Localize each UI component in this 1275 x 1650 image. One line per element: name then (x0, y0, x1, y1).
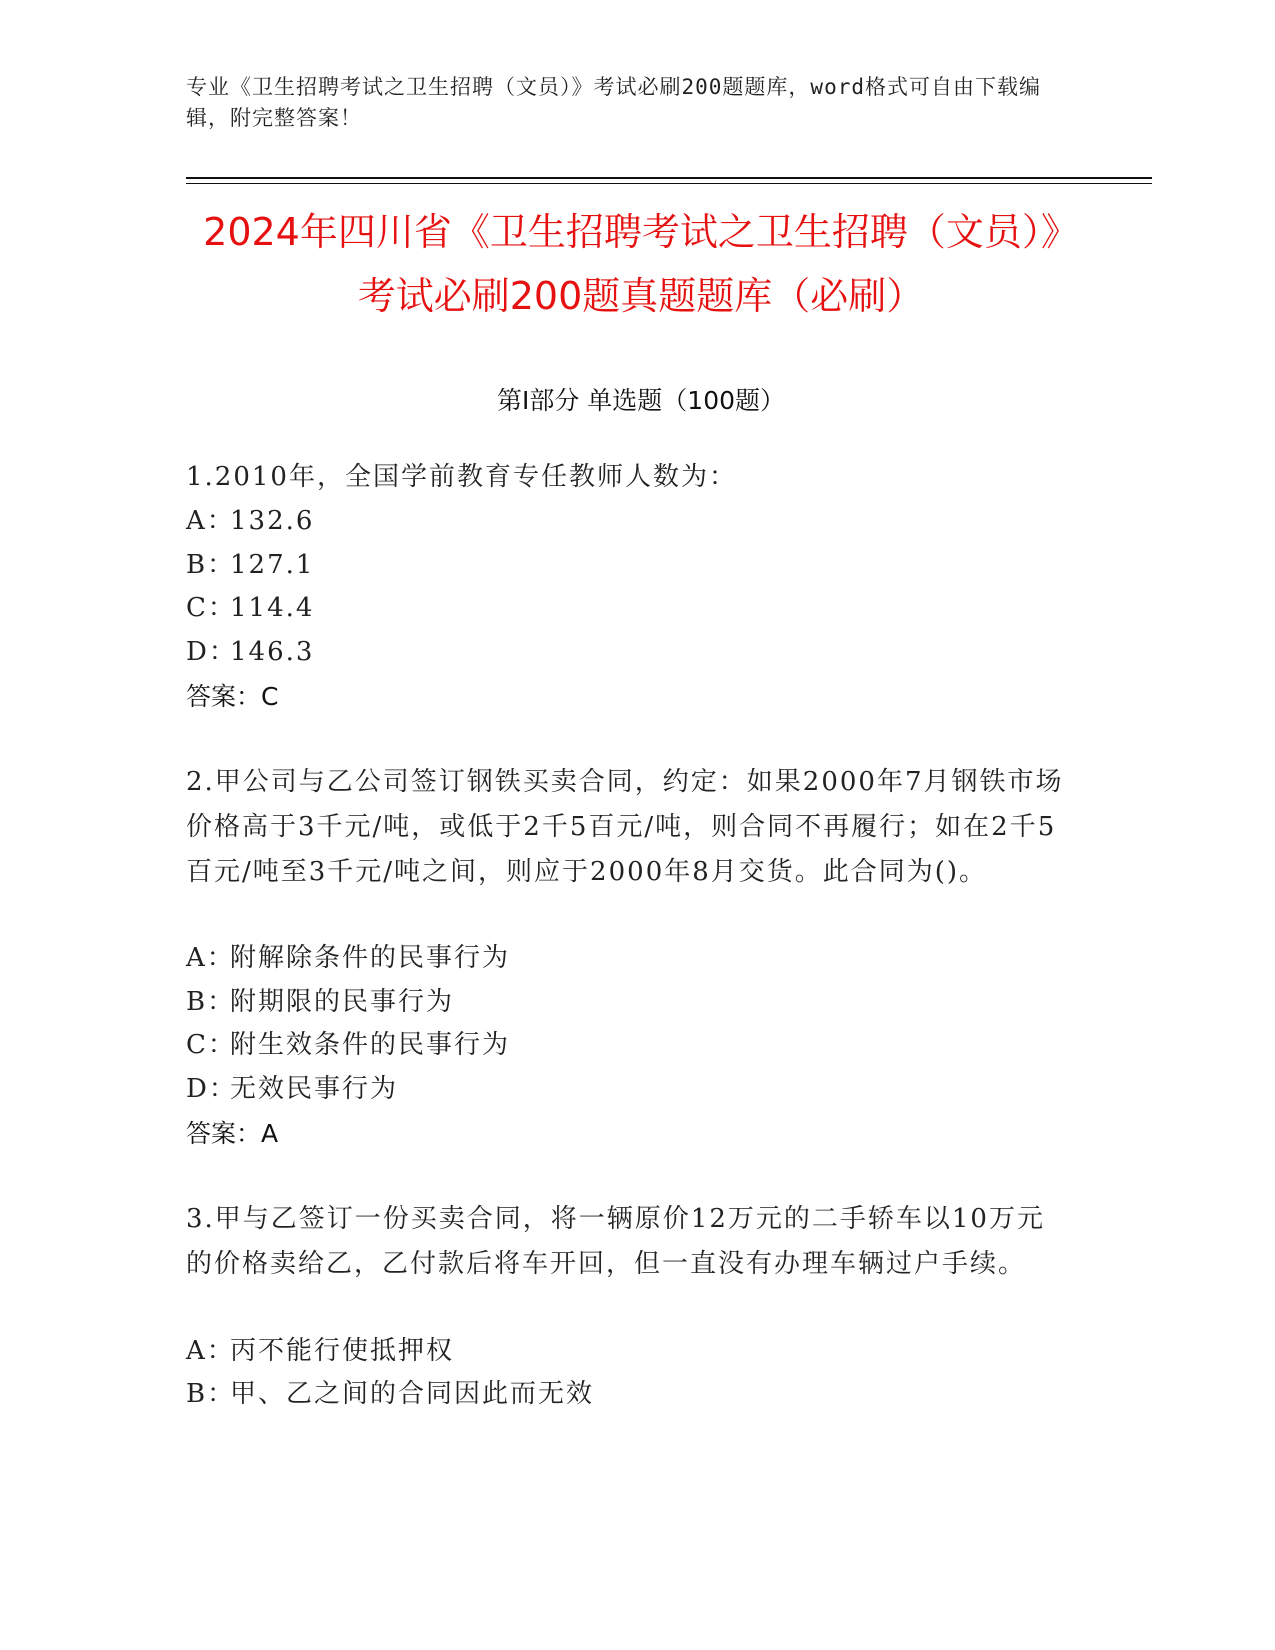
option-key: A： (186, 1336, 235, 1366)
option-key: C： (186, 593, 236, 623)
question-1-answer: 答案：C (186, 682, 279, 711)
question-1-option-a (186, 499, 1066, 544)
option-text: 114.4 (230, 593, 315, 623)
header-note: 专业《卫生招聘考试之卫生招聘（文员）》考试必刷200题题库，word格式可自由下载编辑，附完整答案！ (186, 75, 1041, 130)
option-key: C： (186, 1030, 236, 1060)
question-2-option-d (186, 1067, 1066, 1112)
question-2-option-a (186, 936, 1066, 981)
option-key: B： (186, 550, 236, 580)
document-title: 2024年四川省《卫生招聘考试之卫生招聘（文员）》考试必刷200题真题题库（必刷） (203, 210, 1079, 318)
option-text: 127.1 (230, 550, 315, 580)
question-1-option-b (186, 543, 1066, 588)
option-key: B： (186, 1379, 236, 1409)
option-key: A： (186, 943, 235, 973)
option-key: B： (186, 987, 236, 1017)
option-text: 丙不能行使抵押权 (230, 1336, 455, 1366)
question-1-text: 1.2010年，全国学前教育专任教师人数为： (186, 462, 737, 492)
question-2-answer: 答案：A (186, 1119, 279, 1148)
header-divider-thick (186, 177, 1152, 179)
option-text: 附生效条件的民事行为 (230, 1030, 511, 1060)
header-divider-thin (186, 183, 1152, 184)
option-key: D： (186, 637, 237, 667)
question-3-option-b (186, 1372, 1066, 1417)
question-1-option-d (186, 630, 1066, 675)
question-1-option-c (186, 586, 1066, 631)
option-text: 甲、乙之间的合同因此而无效 (230, 1379, 595, 1409)
question-2-text: 2.甲公司与乙公司签订钢铁买卖合同，约定：如果2000年7月钢铁市场价格高于3千元/吨，或低于2千5百元/吨，则合同不再履行；如在2千5百元/吨至3千元/吨之间，则应于2000年8月交货。此合同为()。 (186, 767, 1064, 887)
question-2-option-b (186, 980, 1066, 1025)
option-text: 132.6 (230, 506, 315, 536)
question-2-option-c (186, 1023, 1066, 1068)
option-text: 附解除条件的民事行为 (230, 943, 511, 973)
option-key: D： (186, 1074, 237, 1104)
question-3-text: 3.甲与乙签订一份买卖合同，将一辆原价12万元的二手轿车以10万元的价格卖给乙，乙付款后将车开回，但一直没有办理车辆过户手续。 (186, 1204, 1045, 1279)
option-key: A： (186, 506, 235, 536)
section-title: 第Ⅰ部分 单选题（100题） (496, 386, 786, 415)
option-text: 无效民事行为 (230, 1074, 399, 1104)
question-3-option-a (186, 1329, 1066, 1374)
option-text: 146.3 (230, 637, 315, 667)
option-text: 附期限的民事行为 (230, 987, 455, 1017)
